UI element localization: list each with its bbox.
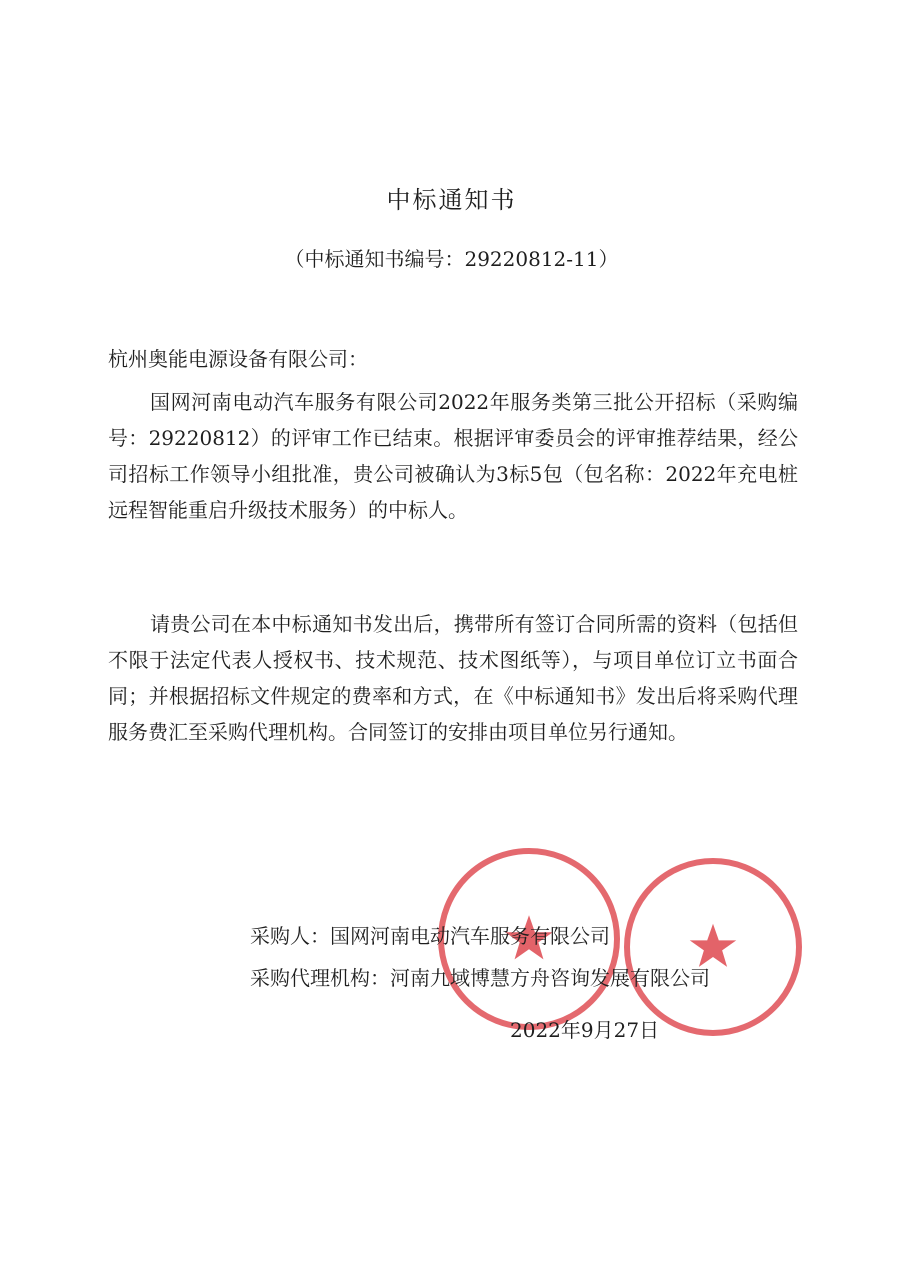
- buyer-signature: 采购人：国网河南电动汽车服务有限公司: [250, 924, 610, 948]
- paragraph-instructions: 请贵公司在本中标通知书发出后，携带所有签订合同所需的资料（包括但不限于法定代表人授权书、技术规范、技术图纸等），与项目单位订立书面合同；并根据招标文件规定的费率和方式，在《中标通知书》发出后将采购代理服务费汇至采购代理机构。合同签订的安排由项目单位另行通知。: [108, 612, 798, 744]
- addressee: 杭州奥能电源设备有限公司：: [108, 347, 368, 371]
- notice-number: （中标通知书编号：29220812-11）: [284, 247, 619, 271]
- paragraph-award: 国网河南电动汽车服务有限公司2022年服务类第三批公开招标（采购编号：29220812）的评审工作已结束。根据评审委员会的评审推荐结果，经公司招标工作领导小组批准，贵公司被确认为3标5包（包名称：2022年充电桩远程智能重启升级技术服务）的中标人。: [108, 390, 798, 522]
- document-title: 中标通知书: [386, 186, 517, 214]
- agency-seal: [624, 858, 802, 1036]
- seal-star-icon: [630, 864, 796, 1030]
- issue-date: 2022年9月27日: [510, 1018, 660, 1042]
- agency-signature: 采购代理机构：河南九域博慧方舟咨询发展有限公司: [250, 966, 710, 990]
